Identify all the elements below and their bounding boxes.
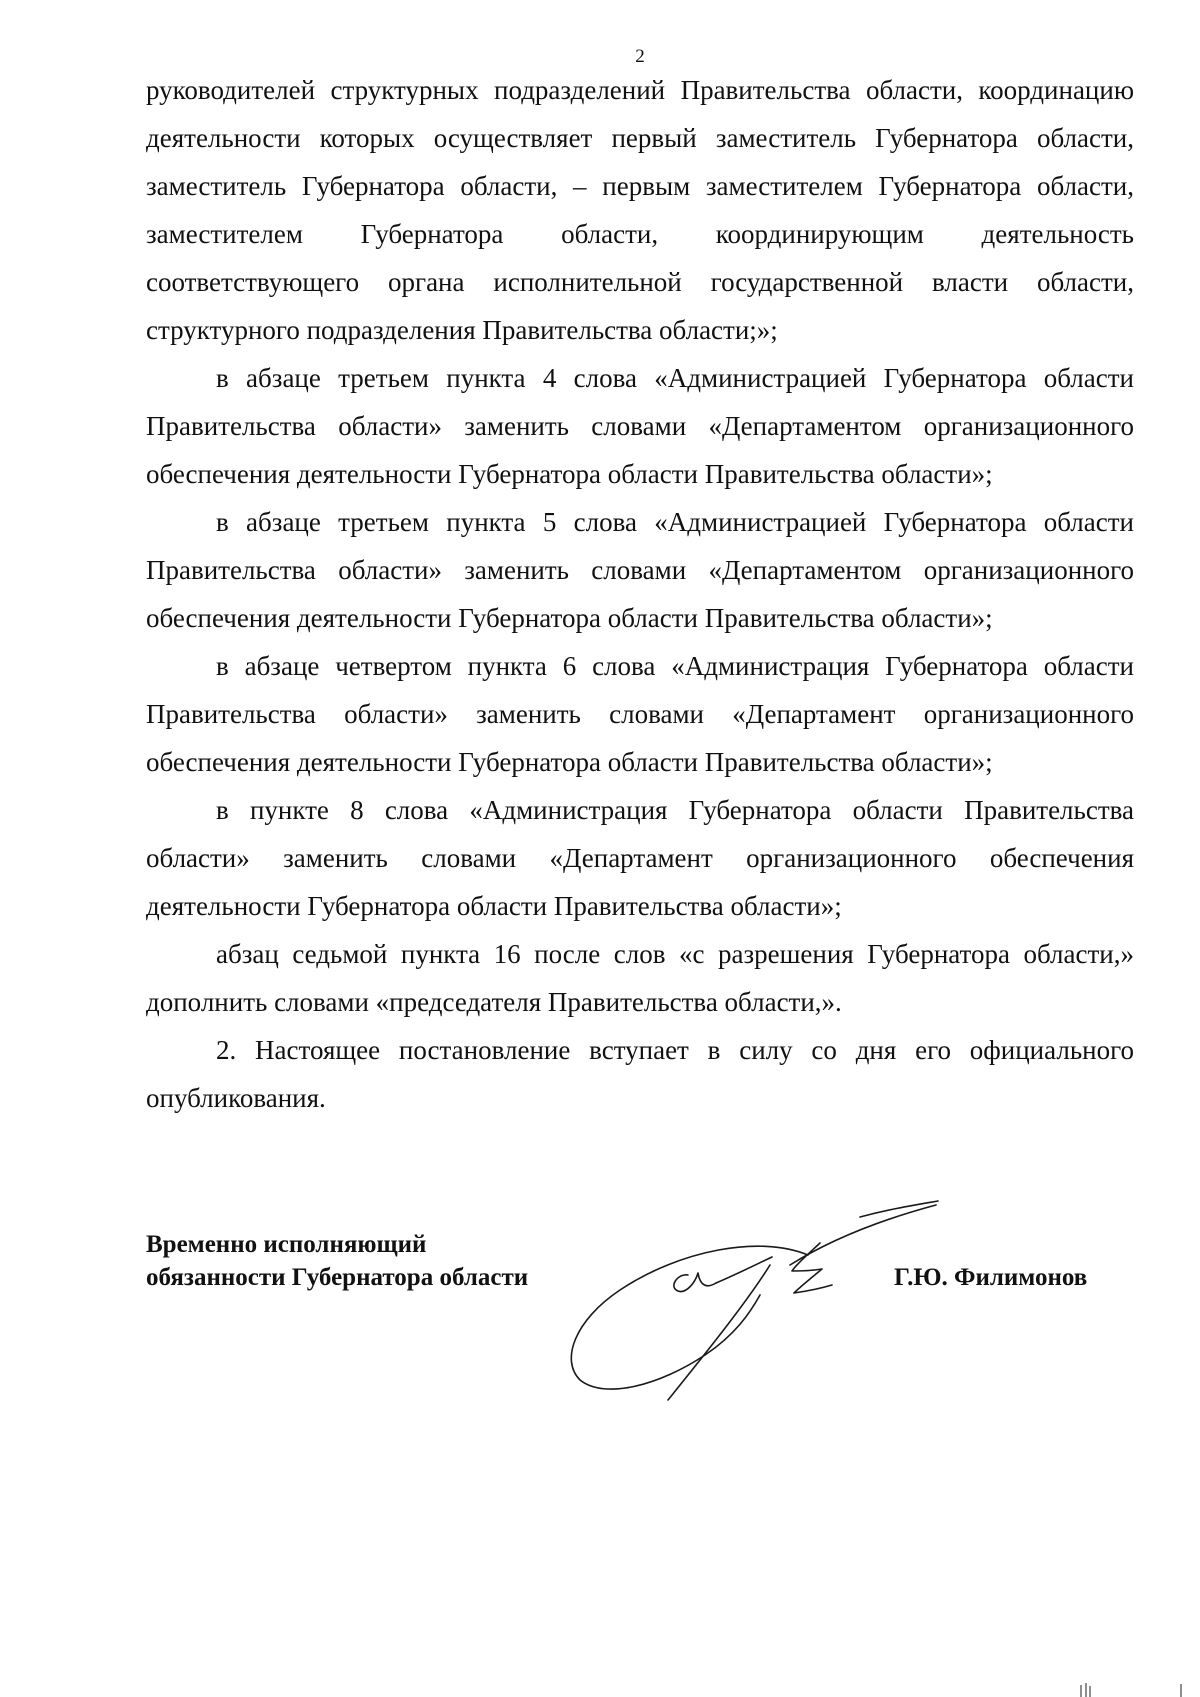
signatory-position	[146, 1228, 528, 1294]
signatory-position-line-1: Временно исполняющий	[146, 1231, 427, 1258]
scan-artifact-marks	[1075, 1680, 1195, 1697]
signatory-position-line-2: обязанности Губернатора области	[146, 1264, 529, 1291]
paragraph-item-4: в абзаце третьем пункта 4 слова «Администрацией Губернатора области Правительства области» заменить словами «Департаментом организационного обеспечения деятельности Губернатора области Правительства области»;	[146, 363, 1134, 489]
paragraph-item-5: в абзаце третьем пункта 5 слова «Администрацией Губернатора области Правительства области» заменить словами «Департаментом организационного обеспечения деятельности Губернатора области Правительства области»;	[146, 507, 1134, 633]
paragraph-item-16: абзац седьмой пункта 16 после слов «с разрешения Губернатора области,» дополнить словами «председателя Правительства области,».	[146, 939, 1134, 1017]
paragraph-continuation: руководителей структурных подразделений Правительства области, координацию деятельности которых осуществляет первый заместитель Губернатора области, заместитель Губернатора области, – первым заместителем Губернатора области, заместителем Губернатора области, координирующим деятельность соответствующего органа исполнительной государственной власти области, структурного подразделения Правительства области;»;	[146, 75, 1134, 345]
paragraph-item-6: в абзаце четвертом пункта 6 слова «Администрация Губернатора области Правительства области» заменить словами «Департамент организационного обеспечения деятельности Губернатора области Правительства области»;	[146, 651, 1134, 777]
document-body	[146, 66, 1134, 1122]
handwritten-signature	[560, 1195, 980, 1410]
page-number: 2	[635, 46, 645, 67]
paragraph-entry-into-force: 2. Настоящее постановление вступает в силу со дня его официального опубликования.	[146, 1035, 1134, 1113]
signatory-name: Г.Ю. Филимонов	[894, 1264, 1088, 1291]
paragraph-item-8: в пункте 8 слова «Администрация Губернатора области Правительства области» заменить словами «Департамент организационного обеспечения деятельности Губернатора области Правительства области»;	[146, 795, 1134, 921]
